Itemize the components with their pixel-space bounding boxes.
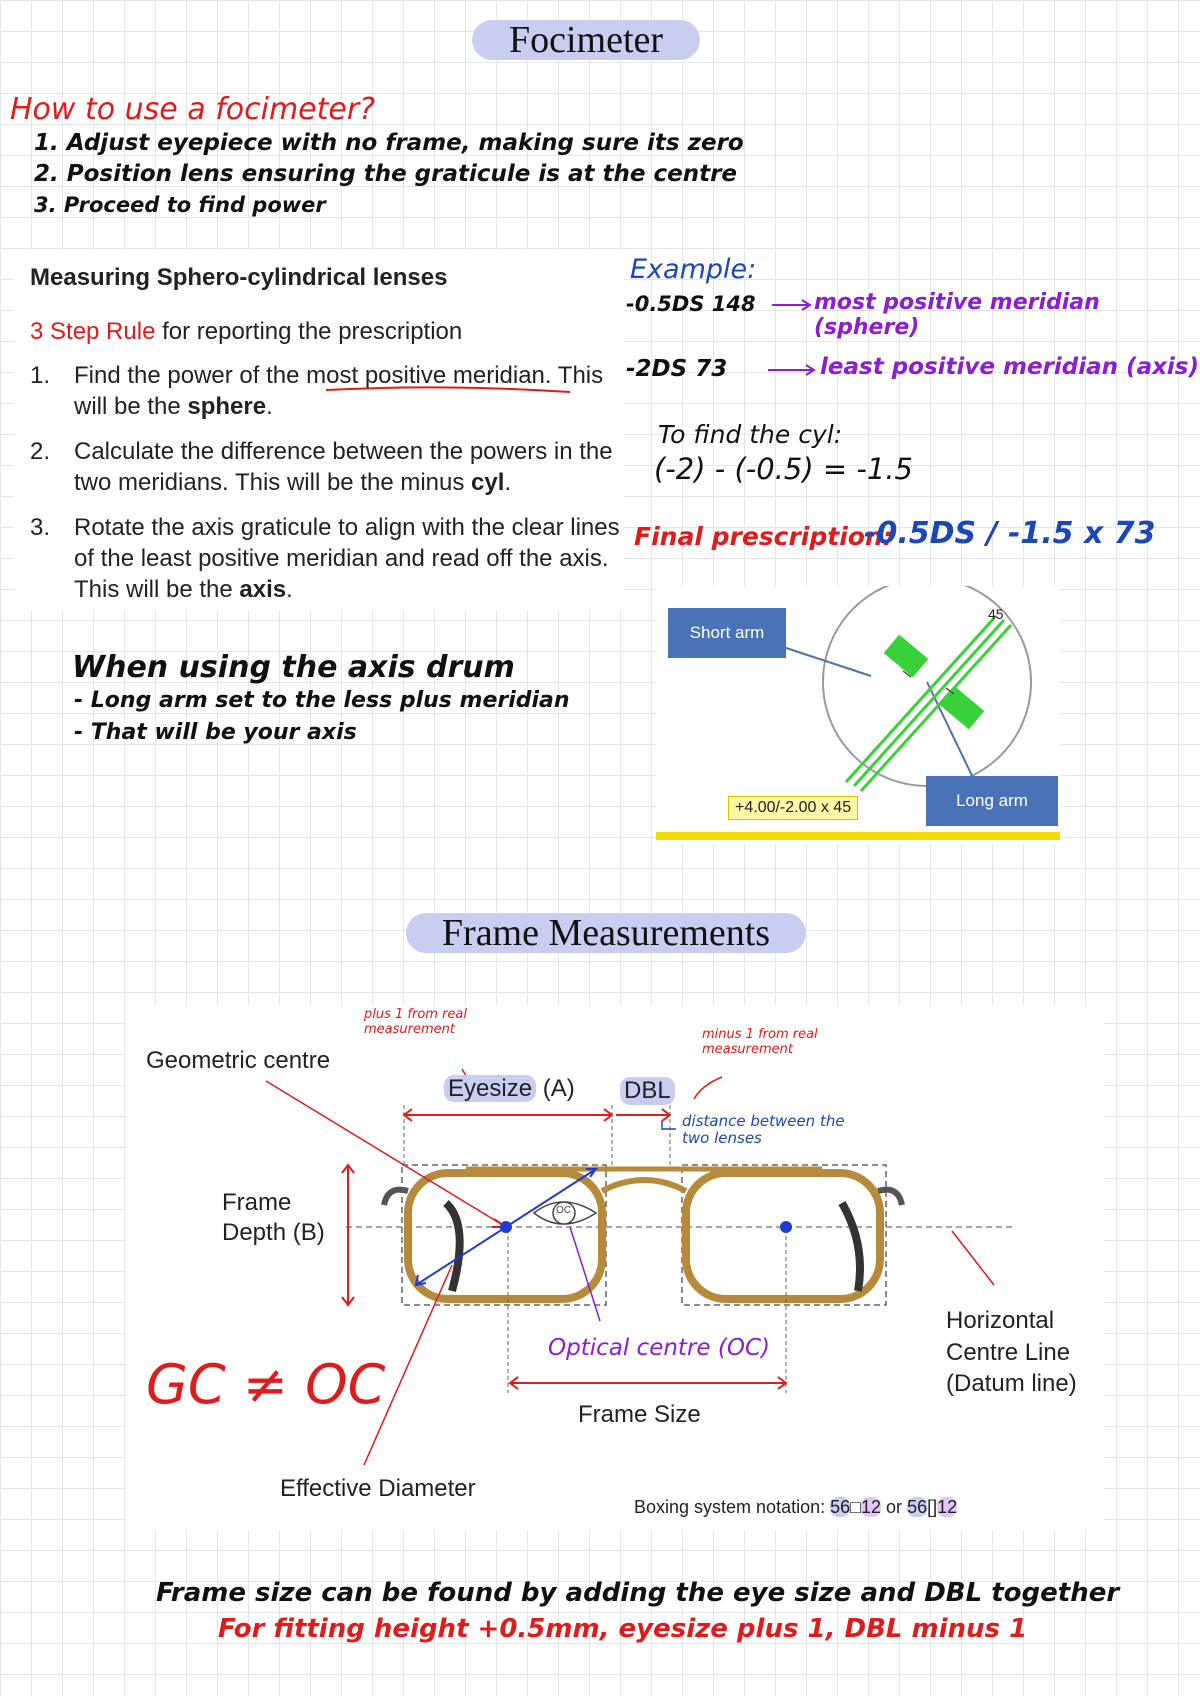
final-label: Final prescription: bbox=[634, 522, 893, 551]
hcl-label-2: Centre Line bbox=[946, 1339, 1071, 1366]
step-number: 1. bbox=[30, 362, 51, 389]
eyesize-word: Eyesize bbox=[444, 1075, 536, 1102]
example-line2-left: -2DS 73 bbox=[626, 356, 728, 382]
box-symbol: □ bbox=[850, 1497, 862, 1517]
frame-title: Frame Measurements bbox=[406, 913, 806, 953]
dbl-label: DBL bbox=[620, 1077, 675, 1105]
angle-label: 45 bbox=[988, 606, 1004, 622]
effective-diameter-label: Effective Diameter bbox=[280, 1475, 476, 1502]
box-symbol: [] bbox=[927, 1497, 938, 1517]
eyesize-paren: (A) bbox=[536, 1075, 575, 1102]
example-line2-right: least positive meridian (axis) bbox=[820, 354, 1200, 380]
rule-highlight: 3 Step Rule bbox=[30, 318, 156, 345]
underline-mark bbox=[324, 382, 574, 396]
arrow-icon bbox=[766, 363, 818, 377]
plus-note: plus 1 from real measurement bbox=[364, 1007, 468, 1037]
oc-badge: OC bbox=[556, 1205, 571, 1216]
howto-heading: How to use a focimeter? bbox=[10, 92, 376, 127]
boxing-notation bbox=[634, 1497, 957, 1518]
box-value: 56 bbox=[830, 1497, 851, 1517]
minus-note: minus 1 from real measurement bbox=[702, 1027, 818, 1057]
rx-label: +4.00/-2.00 x 45 bbox=[728, 796, 858, 820]
frame-depth-label-2: Depth (B) bbox=[222, 1219, 325, 1246]
final-value: -0.5DS / -1.5 x 73 bbox=[864, 516, 1156, 551]
long-arm-box: Long arm bbox=[926, 776, 1058, 826]
sphero-heading: Measuring Sphero-cylindrical lenses bbox=[30, 264, 448, 291]
box-value: 12 bbox=[937, 1497, 958, 1517]
sphero-card bbox=[14, 250, 624, 610]
sphero-step bbox=[30, 512, 620, 605]
footer-line-2: For fitting height +0.5mm, eyesize plus 1, DBL minus 1 bbox=[218, 1614, 1028, 1644]
step-number: 2. bbox=[30, 438, 51, 465]
frame-diagram-svg bbox=[126, 1005, 1104, 1530]
step-end: . bbox=[504, 469, 512, 496]
hcl-label-1: Horizontal bbox=[946, 1307, 1055, 1334]
cyl-label: To find the cyl: bbox=[658, 420, 843, 449]
step-bold: axis bbox=[239, 576, 287, 603]
sphero-steps bbox=[30, 360, 620, 619]
axis-drum-line1: - Long arm set to the less plus meridian bbox=[74, 688, 570, 713]
focimeter-title: Focimeter bbox=[472, 20, 700, 60]
step-end: . bbox=[286, 576, 293, 603]
axis-drum-heading: When using the axis drum bbox=[72, 650, 515, 685]
howto-step-2: 2. Position lens ensuring the graticule is at the centre bbox=[34, 161, 738, 187]
step-text: Rotate the axis graticule to align with the clear lines of the least positive meridian and read off the axis. This will be the bbox=[74, 514, 620, 603]
sphero-step bbox=[30, 436, 620, 498]
sphero-rule bbox=[30, 318, 462, 346]
box-value: 56 bbox=[907, 1497, 928, 1517]
step-number: 3. bbox=[30, 514, 51, 541]
example-line1-right: most positive meridian (sphere) bbox=[814, 290, 1100, 340]
howto-step-3: 3. Proceed to find power bbox=[34, 193, 326, 217]
footer-line-1: Frame size can be found by adding the eye size and DBL together bbox=[156, 1578, 1120, 1608]
step-bold: sphere bbox=[187, 393, 267, 420]
graticule-lines bbox=[846, 616, 1011, 791]
box-or: or bbox=[881, 1497, 908, 1517]
geometric-centre-label: Geometric centre bbox=[146, 1047, 331, 1074]
boxing-label: Boxing system notation: bbox=[634, 1497, 831, 1517]
hcl-label-3: (Datum line) bbox=[946, 1370, 1077, 1397]
graticule-blocks bbox=[884, 635, 985, 730]
eyesize-label bbox=[444, 1075, 575, 1103]
step-text: Find the power of the most positive meridian. This will be the bbox=[74, 362, 604, 420]
box-value: 12 bbox=[861, 1497, 882, 1517]
example-line1-left: -0.5DS 148 bbox=[626, 292, 756, 316]
frame-diagram bbox=[126, 1005, 1104, 1530]
frame-depth-label-1: Frame bbox=[222, 1189, 292, 1216]
step-end: . bbox=[266, 393, 273, 420]
frame-size-label: Frame Size bbox=[578, 1401, 701, 1428]
cyl-formula: (-2) - (-0.5) = -1.5 bbox=[654, 452, 913, 486]
axis-drum-diagram bbox=[656, 586, 1060, 844]
example-label: Example: bbox=[630, 254, 757, 285]
step-bold: cyl bbox=[471, 469, 505, 496]
step-text: Calculate the difference between the powers in the two meridians. This will be the minus bbox=[74, 438, 613, 496]
dbl-note: distance between the two lenses bbox=[682, 1112, 845, 1147]
arrow-icon bbox=[770, 298, 814, 312]
howto-step-1: 1. Adjust eyepiece with no frame, making sure its zero bbox=[34, 130, 744, 156]
axis-drum-line2: - That will be your axis bbox=[74, 720, 357, 745]
rule-text: for reporting the prescription bbox=[155, 318, 463, 345]
gc-oc-label: GC ≠ OC bbox=[146, 1353, 386, 1416]
short-arm-box: Short arm bbox=[668, 608, 786, 658]
optical-centre-label: Optical centre (OC) bbox=[548, 1335, 770, 1361]
